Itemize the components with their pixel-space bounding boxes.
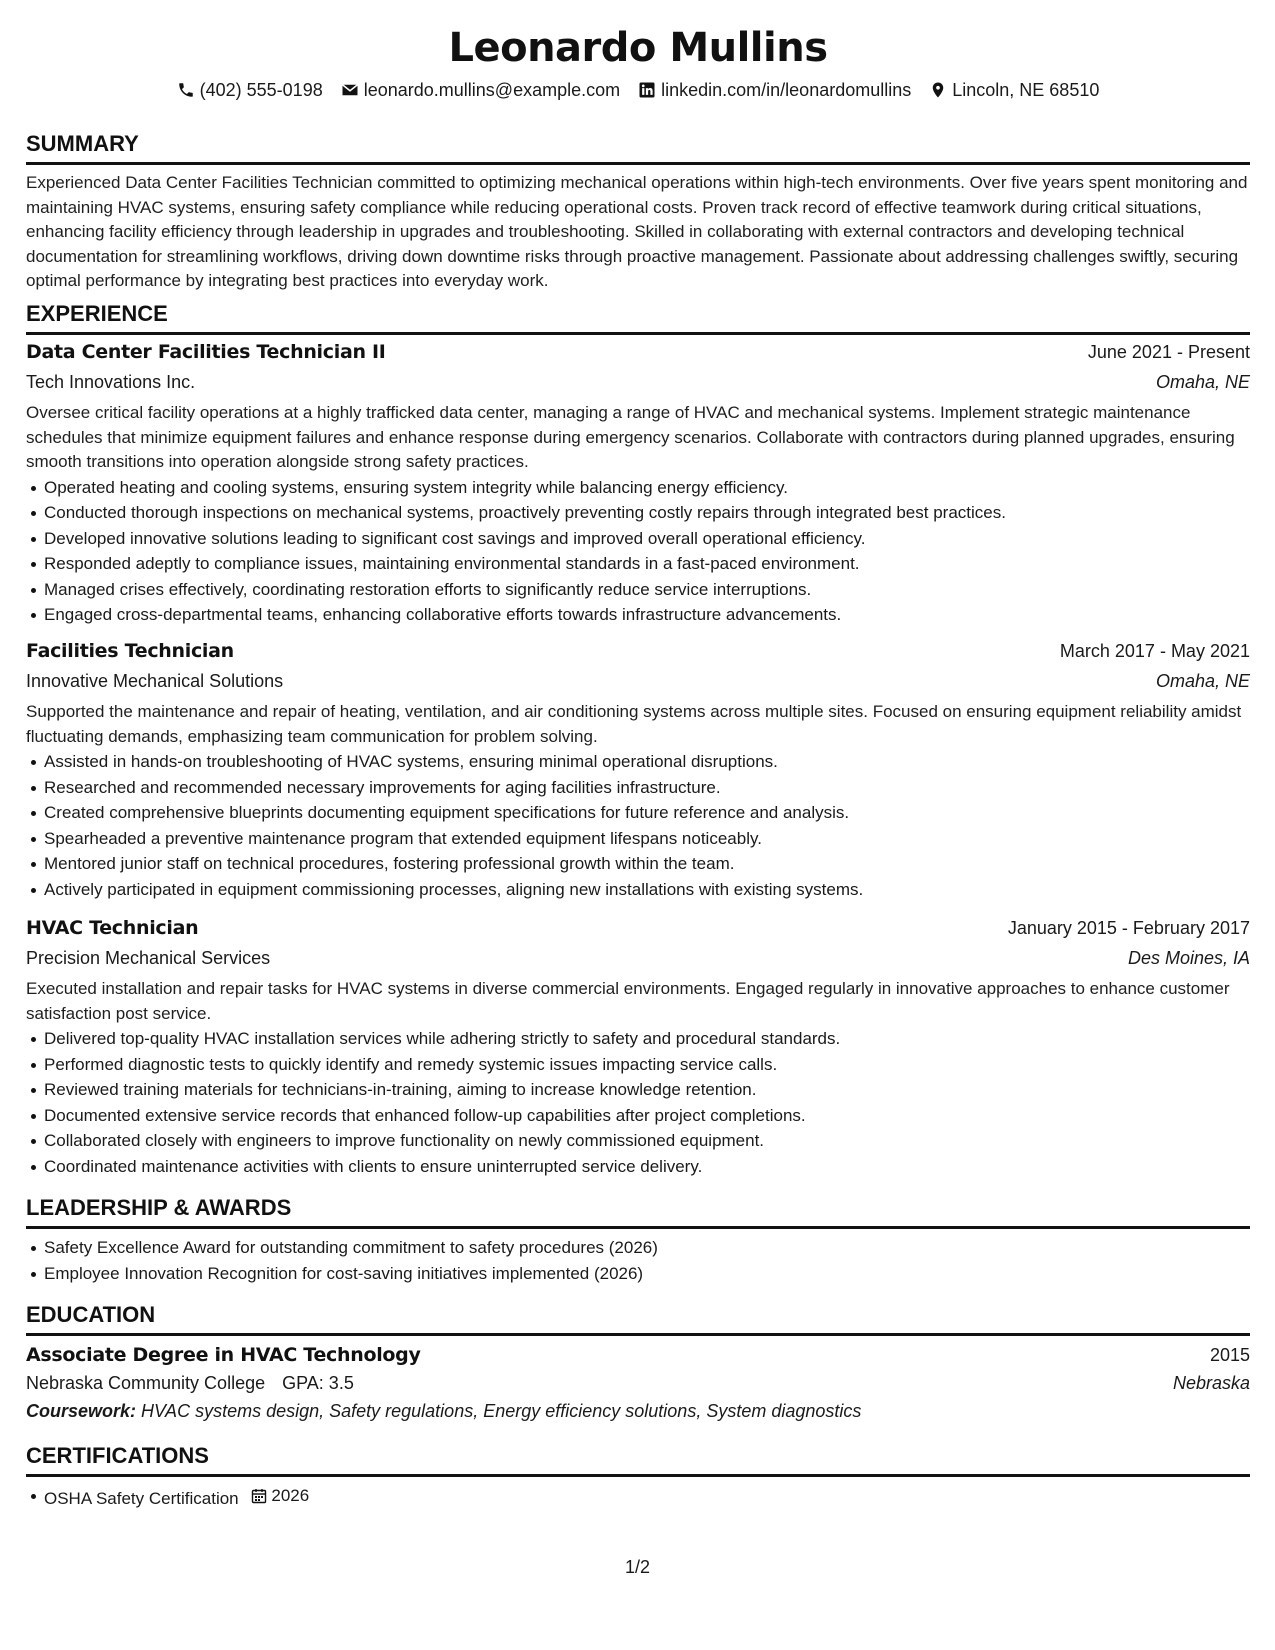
job-location: Des Moines, IA [1127, 948, 1250, 968]
contact-location [929, 78, 1099, 102]
list-item: Actively participated in equipment commissioning processes, aligning new installations with existing systems. [44, 877, 1250, 903]
list-item: Collaborated closely with engineers to improve functionality on newly commissioned equipment. [44, 1128, 1250, 1154]
school-line [26, 1369, 354, 1397]
list-item: Engaged cross-departmental teams, enhancing collaborative efforts towards infrastructure advancements. [44, 602, 1250, 628]
job-description: Oversee critical facility operations at a highly trafficked data center, managing a range of HVAC and mechanical systems. Implement strategic maintenance schedules that minimize equipment failures and enhance response during emergency scenarios. Collaborate with contractors during planned upgrades, ensuring smooth transitions into operation alongside strong safety practices. [26, 403, 1235, 471]
job-location: Omaha, NE [1155, 671, 1250, 691]
list-item: Coordinated maintenance activities with clients to ensure uninterrupted service delivery. [44, 1154, 1250, 1180]
section-title: SUMMARY [26, 131, 139, 156]
contact-bar [26, 78, 1250, 102]
list-item: Created comprehensive blueprints documenting equipment specifications for future reference and analysis. [44, 800, 1250, 826]
degree-title: Associate Degree in HVAC Technology [26, 1344, 421, 1366]
location-text: Lincoln, NE 68510 [952, 80, 1100, 100]
section-title: LEADERSHIP & AWARDS [26, 1195, 292, 1220]
summary-text: Experienced Data Center Facilities Technician committed to optimizing mechanical operations within high-tech environments. Over five years spent monitoring and maintaining HVAC systems, ensuring safety compliance while reducing operational costs. Proven track record of effective teamwork during critical situations, enhancing facility efficiency through leadership in upgrades and troubleshooting. Skilled in collaborating with external contractors and developing technical documentation for streamlining workflows, driving down downtime risks through proactive management. Passionate about addressing challenges swiftly, securing optimal performance by integrating best practices into everyday work. [26, 173, 1248, 290]
job-bullets [26, 475, 1250, 629]
job-description: Supported the maintenance and repair of heating, ventilation, and air conditioning systems across multiple sites. Focused on ensuring equipment reliability amidst fluctuating demands, emphasizing team communication for problem solving. [26, 702, 1242, 746]
school-name: Nebraska Community College [26, 1373, 266, 1393]
job-dates: March 2017 - May 2021 [1059, 641, 1250, 661]
candidate-name: Leonardo Mullins [448, 25, 828, 71]
gpa: GPA: 3.5 [282, 1373, 354, 1393]
leadership-section [26, 1194, 1250, 1286]
calendar-icon [251, 1488, 267, 1504]
section-title: EXPERIENCE [26, 301, 168, 326]
list-item: Researched and recommended necessary improvements for aging facilities infrastructure. [44, 775, 1250, 801]
summary-section [26, 130, 1250, 294]
job-dates: June 2021 - Present [1087, 342, 1250, 362]
coursework-label: Coursework: [26, 1401, 137, 1421]
phone-text: (402) 555-0198 [199, 80, 323, 100]
job-entry [26, 637, 1250, 903]
envelope-icon [341, 81, 359, 99]
job-company: Innovative Mechanical Solutions [26, 671, 284, 691]
phone-icon [177, 81, 195, 99]
education-section [26, 1301, 1250, 1425]
job-entry [26, 338, 1250, 628]
job-title: Facilities Technician [26, 640, 234, 662]
coursework-line [26, 1397, 1250, 1425]
certification-name: OSHA Safety Certification [44, 1488, 239, 1508]
coursework-text: HVAC systems design, Safety regulations, Energy efficiency solutions, System diagnostics [141, 1401, 862, 1421]
job-company: Tech Innovations Inc. [26, 372, 196, 392]
job-location: Omaha, NE [1155, 372, 1250, 392]
list-item: Mentored junior staff on technical procedures, fostering professional growth within the team. [44, 851, 1250, 877]
job-company: Precision Mechanical Services [26, 948, 271, 968]
award-list [26, 1235, 1250, 1286]
job-description: Executed installation and repair tasks for HVAC systems in diverse commercial environments. Engaged regularly in innovative approaches to enhance customer satisfaction post service. [26, 979, 1230, 1023]
list-item: Documented extensive service records that enhanced follow-up capabilities after project completions. [44, 1103, 1250, 1129]
contact-email[interactable] [341, 78, 620, 102]
job-title: Data Center Facilities Technician II [26, 341, 386, 363]
job-bullets [26, 749, 1250, 903]
experience-section [26, 300, 1250, 335]
list-item: Spearheaded a preventive maintenance program that extended equipment lifespans noticeably. [44, 826, 1250, 852]
section-divider [26, 1333, 1250, 1336]
email-link[interactable]: leonardo.mullins@example.com [363, 80, 621, 100]
linkedin-link[interactable]: linkedin.com/in/leonardomullins [661, 80, 912, 100]
graduation-year: 2015 [1209, 1345, 1250, 1365]
certification-date [251, 1483, 309, 1509]
section-divider [26, 162, 1250, 165]
contact-phone [177, 78, 323, 102]
list-item: Responded adeptly to compliance issues, maintaining environmental standards in a fast-paced environment. [44, 551, 1250, 577]
list-item [44, 1483, 1250, 1511]
job-entry [26, 914, 1250, 1180]
job-bullets [26, 1026, 1250, 1180]
section-title: EDUCATION [26, 1302, 156, 1327]
list-item: Reviewed training materials for technicians-in-training, aiming to increase knowledge retention. [44, 1077, 1250, 1103]
list-item: Delivered top-quality HVAC installation services while adhering strictly to safety and procedural standards. [44, 1026, 1250, 1052]
section-title: CERTIFICATIONS [26, 1443, 209, 1468]
job-title: HVAC Technician [26, 917, 199, 939]
certifications-section [26, 1442, 1250, 1511]
page-number: 1/2 [624, 1557, 651, 1577]
map-pin-icon [929, 81, 947, 99]
list-item: Safety Excellence Award for outstanding commitment to safety procedures (2026) [44, 1235, 1250, 1261]
list-item: Employee Innovation Recognition for cost-saving initiatives implemented (2026) [44, 1261, 1250, 1287]
section-divider [26, 1474, 1250, 1477]
contact-linkedin[interactable] [638, 78, 911, 102]
section-divider [26, 1226, 1250, 1229]
certification-year: 2026 [271, 1486, 310, 1505]
certification-list [26, 1483, 1250, 1511]
list-item: Managed crises effectively, coordinating restoration efforts to significantly reduce service interruptions. [44, 577, 1250, 603]
linkedin-icon [638, 81, 656, 99]
list-item: Assisted in hands-on troubleshooting of HVAC systems, ensuring minimal operational disruptions. [44, 749, 1250, 775]
list-item: Conducted thorough inspections on mechanical systems, proactively preventing costly repairs through integrated best practices. [44, 500, 1250, 526]
list-item: Performed diagnostic tests to quickly identify and remedy systemic issues impacting service calls. [44, 1052, 1250, 1078]
list-item: Operated heating and cooling systems, ensuring system integrity while balancing energy efficiency. [44, 475, 1250, 501]
list-item: Developed innovative solutions leading to significant cost savings and improved overall operational efficiency. [44, 526, 1250, 552]
job-dates: January 2015 - February 2017 [1007, 918, 1250, 938]
section-divider [26, 332, 1250, 335]
school-location: Nebraska [1172, 1373, 1250, 1393]
